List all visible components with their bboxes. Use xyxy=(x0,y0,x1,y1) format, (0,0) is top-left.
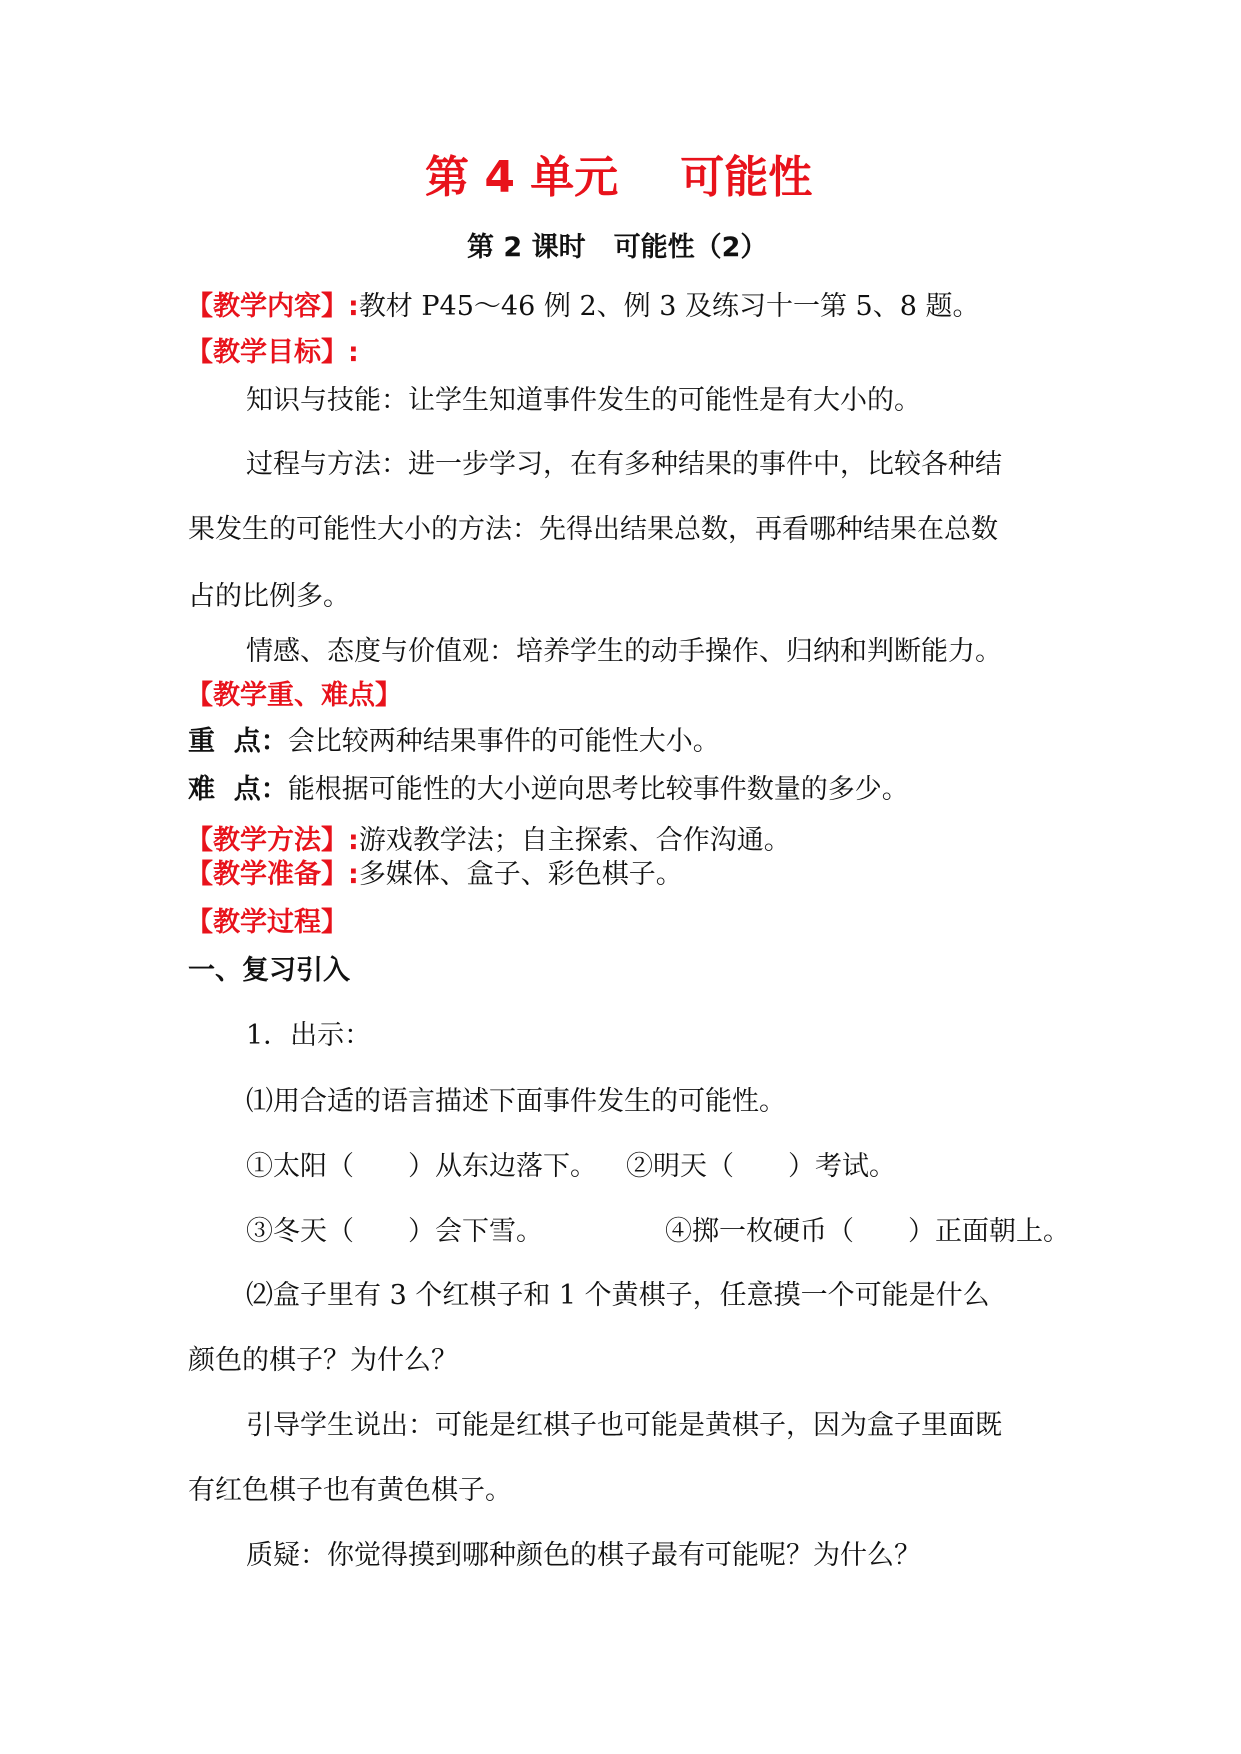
question-2-line-1: ⑵盒子里有 3 个红棋子和 1 个黄棋子，任意摸一个可能是什么 xyxy=(246,1280,990,1311)
item-show: 1．出示： xyxy=(246,1020,372,1051)
goal-knowledge: 知识与技能：让学生知道事件发生的可能性是有大小的。 xyxy=(246,385,921,416)
unit-number: 第 4 单元 xyxy=(425,152,619,203)
key-point-label: 重 点： xyxy=(188,726,288,757)
teaching-method xyxy=(186,824,791,858)
lesson-number: 第 2 课时 xyxy=(467,232,586,263)
key-points-label: 【教学重、难点】 xyxy=(186,680,402,711)
goal-process-line-2: 果发生的可能性大小的方法：先得出结果总数，再看哪种结果在总数 xyxy=(188,514,998,545)
goal-process-line-1: 过程与方法：进一步学习，在有多种结果的事件中，比较各种结 xyxy=(246,449,1002,480)
guide-line-2: 有红色棋子也有黄色棋子。 xyxy=(188,1475,512,1506)
teaching-preparation xyxy=(186,858,683,892)
teaching-content xyxy=(186,290,979,324)
question-1-option-d: ④掷一枚硬币（ ）正面朝上。 xyxy=(665,1216,1070,1247)
question-2-line-2: 颜色的棋子？为什么？ xyxy=(188,1345,458,1376)
teaching-content-label: 【教学内容】: xyxy=(186,291,359,322)
teaching-method-text: 游戏教学法；自主探索、合作沟通。 xyxy=(358,825,791,856)
teaching-method-label: 【教学方法】: xyxy=(186,825,359,856)
question-prompt: 质疑：你觉得摸到哪种颜色的棋子最有可能呢？为什么？ xyxy=(246,1540,921,1571)
lesson-title xyxy=(467,231,767,265)
teaching-preparation-label: 【教学准备】: xyxy=(186,859,359,890)
unit-topic: 可能性 xyxy=(680,152,813,203)
key-point-text: 会比较两种结果事件的可能性大小。 xyxy=(287,726,720,757)
question-1-option-a: ①太阳（ ）从东边落下。 xyxy=(246,1151,597,1182)
goal-emotion: 情感、态度与价值观：培养学生的动手操作、归纳和判断能力。 xyxy=(246,636,1002,667)
key-point xyxy=(188,725,720,759)
section-heading-review: 一、复习引入 xyxy=(188,955,350,986)
question-1-option-b: ②明天（ ）考试。 xyxy=(626,1151,896,1182)
teaching-preparation-text: 多媒体、盒子、彩色棋子。 xyxy=(358,859,683,890)
question-1: ⑴用合适的语言描述下面事件发生的可能性。 xyxy=(246,1086,786,1117)
question-1-option-c: ③冬天（ ）会下雪。 xyxy=(246,1216,543,1247)
difficult-point-label: 难 点： xyxy=(188,774,288,805)
unit-title xyxy=(425,150,812,206)
difficult-point-text: 能根据可能性的大小逆向思考比较事件数量的多少。 xyxy=(287,774,909,805)
guide-line-1: 引导学生说出：可能是红棋子也可能是黄棋子，因为盒子里面既 xyxy=(246,1410,1002,1441)
teaching-content-text: 教材 P45～46 例 2、例 3 及练习十一第 5、8 题。 xyxy=(358,291,980,322)
difficult-point xyxy=(188,773,909,807)
goal-process-line-3: 占的比例多。 xyxy=(188,581,350,612)
lesson-topic: 可能性（2） xyxy=(613,232,768,263)
teaching-process-label: 【教学过程】 xyxy=(186,907,348,938)
teaching-goals-label: 【教学目标】: xyxy=(186,337,359,368)
